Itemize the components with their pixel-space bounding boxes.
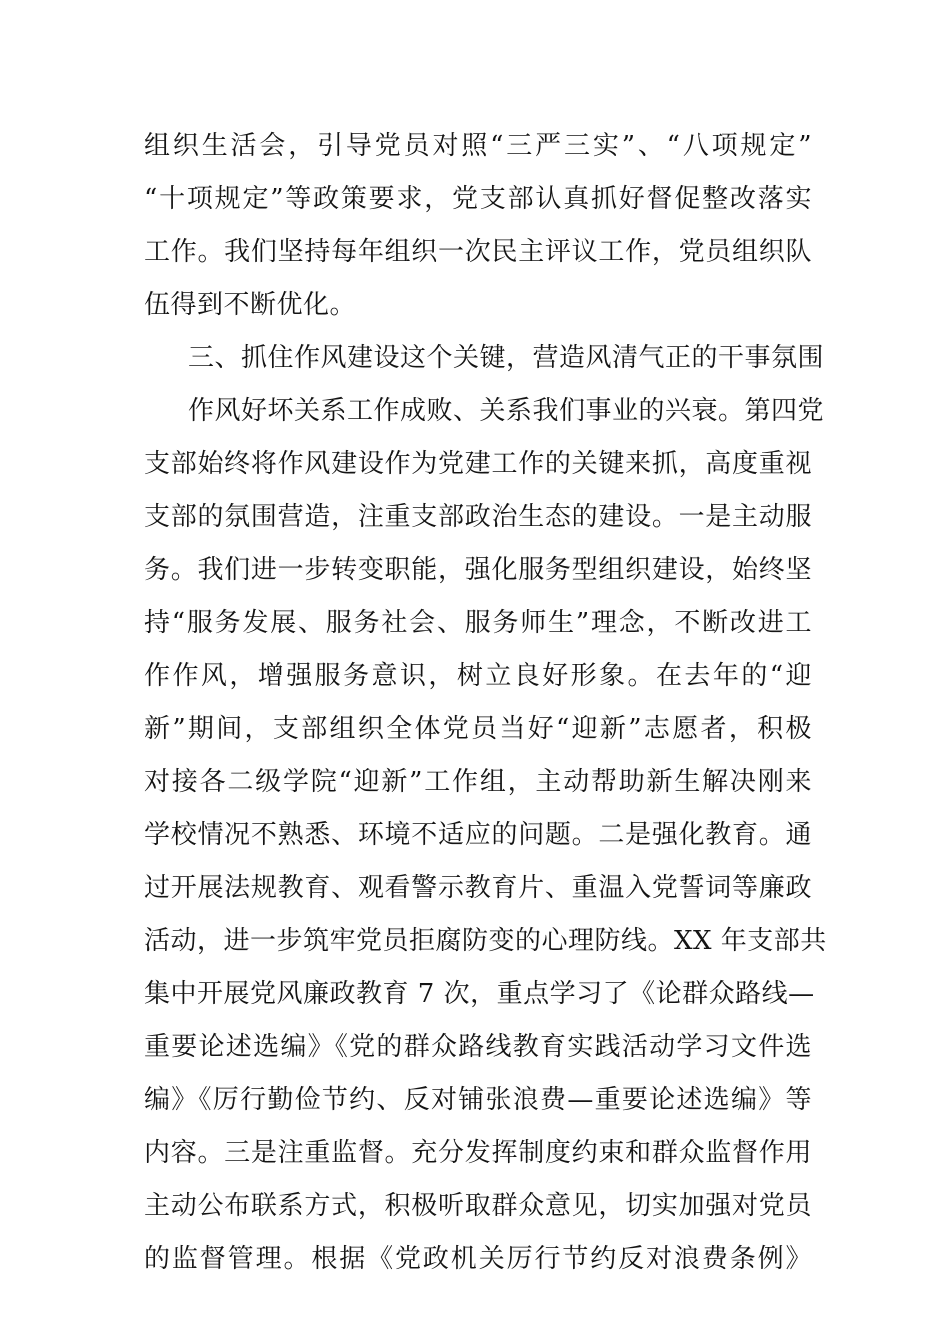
text-line: 作风好坏关系工作成败、关系我们事业的兴衰。第四党 (188, 396, 825, 426)
text-line: 重要论述选编》《党的群众路线教育实践活动学习文件选 (144, 1032, 812, 1062)
text-line: 学校情况不熟悉、环境不适应的问题。二是强化教育。通 (144, 820, 812, 850)
body-text (144, 120, 827, 1286)
text-line: 新”期间，支部组织全体党员当好“迎新”志愿者，积极 (144, 714, 812, 744)
text-line: 过开展法规教育、观看警示教育片、重温入党誓词等廉政 (144, 873, 812, 903)
text-line: 集中开展党风廉政教育 7 次，重点学习了《论群众路线— (144, 979, 815, 1009)
text-line: 务。我们进一步转变职能，强化服务型组织建设，始终坚 (144, 555, 812, 585)
text-line: “十项规定”等政策要求，党支部认真抓好督促整改落实 (144, 184, 812, 214)
text-line: 编》《厉行勤俭节约、反对铺张浪费—重要论述选编》等 (144, 1085, 812, 1115)
text-line: 支部始终将作风建设作为党建工作的关键来抓，高度重视 (144, 449, 812, 479)
text-line: 对接各二级学院“迎新”工作组，主动帮助新生解决刚来 (144, 767, 812, 797)
text-line: 支部的氛围营造，注重支部政治生态的建设。一是主动服 (144, 502, 812, 532)
text-line: 内容。三是注重监督。充分发挥制度约束和群众监督作用 (144, 1138, 812, 1168)
text-line: 作作风，增强服务意识，树立良好形象。在去年的“迎 (144, 661, 812, 691)
text-line: 活动，进一步筑牢党员拒腐防变的心理防线。XX 年支部共 (144, 926, 827, 956)
section-heading: 三、抓住作风建设这个关键，营造风清气正的干事氛围 (188, 343, 825, 373)
text-line: 持“服务发展、服务社会、服务师生”理念，不断改进工 (144, 608, 812, 638)
text-line: 工作。我们坚持每年组织一次民主评议工作，党员组织队 (144, 237, 812, 267)
text-line: 的监督管理。根据《党政机关厉行节约反对浪费条例》 (144, 1244, 812, 1274)
text-line: 组织生活会，引导党员对照“三严三实”、“八项规定” (144, 131, 812, 161)
text-line: 主动公布联系方式，积极听取群众意见，切实加强对党员 (144, 1191, 812, 1221)
text-line: 伍得到不断优化。 (144, 290, 357, 320)
